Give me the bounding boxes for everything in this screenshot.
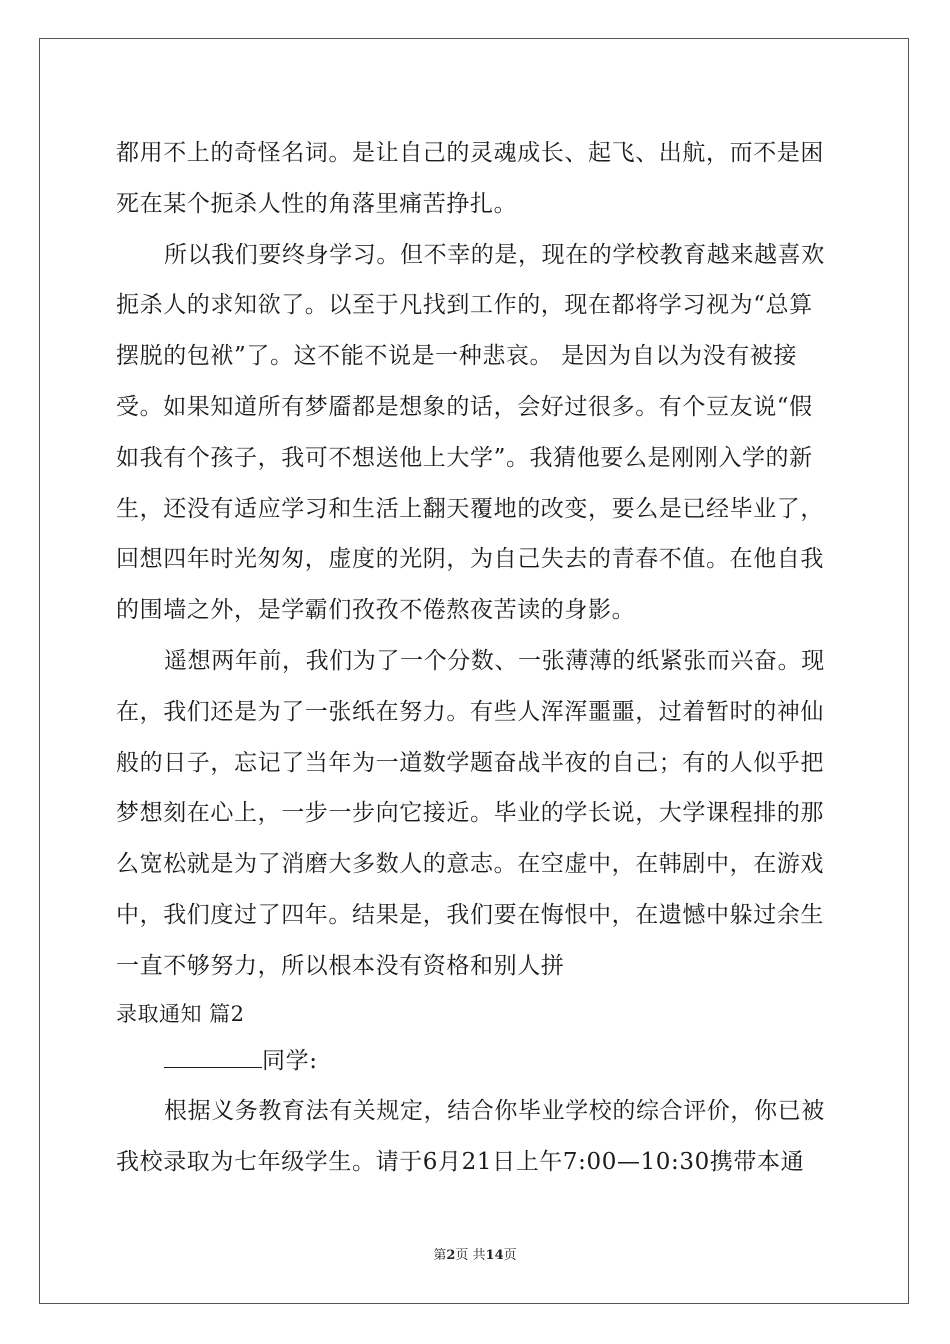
text-line: 死在某个扼杀人性的角落里痛苦挣扎。 (116, 190, 518, 217)
text-line: 一直不够努力，所以根本没有资格和别人拼 (116, 952, 565, 979)
salutation-line (116, 1036, 836, 1087)
text-line: 如我有个孩子，我可不想送他上大学”。我猜他要么是刚刚入学的新 (116, 444, 813, 471)
name-blank (164, 1049, 262, 1068)
paragraph-4 (116, 1086, 836, 1188)
footer-mid: 页 共 (455, 1248, 486, 1263)
text-line: 根据义务教育法有关规定，结合你毕业学校的综合评价，你已被 (164, 1098, 825, 1125)
text-line: 中，我们度过了四年。结果是，我们要在悔恨中，在遗憾中躲过余生 (116, 901, 824, 928)
text-line: 在，我们还是为了一张纸在努力。有些人浑浑噩噩，过着暂时的神仙 (116, 698, 824, 725)
text-line: 遥想两年前，我们为了一个分数、一张薄薄的纸紧张而兴奋。现 (164, 647, 825, 674)
paragraph-2 (116, 230, 836, 636)
text-line: 摆脱的包袱”了。这不能不说是一种悲哀。 是因为自以为没有被接 (116, 343, 798, 370)
current-page-number: 2 (446, 1248, 456, 1263)
total-pages-number: 14 (485, 1248, 504, 1263)
footer-suffix: 页 (503, 1248, 517, 1263)
text-line: 我校录取为七年级学生。请于6月21日上午7:00—10:30携带本通 (116, 1149, 805, 1176)
document-body (116, 128, 836, 1188)
text-line: 都用不上的奇怪名词。是让自己的灵魂成长、起飞、出航，而不是困 (116, 140, 824, 166)
text-line: 回想四年时光匆匆，虚度的光阴，为自己失去的青春不值。在他自我 (116, 546, 824, 573)
footer-prefix: 第 (433, 1248, 447, 1263)
text-line: 般的日子，忘记了当年为一道数学题奋战半夜的自己；有的人似乎把 (116, 749, 824, 776)
text-line: 生，还没有适应学习和生活上翻天覆地的改变，要么是已经毕业了， (116, 495, 824, 522)
salutation-text: 同学: (262, 1047, 318, 1074)
text-line: 所以我们要终身学习。但不幸的是，现在的学校教育越来越喜欢 (164, 241, 825, 268)
text-line: 的围墙之外，是学霸们孜孜不倦熬夜苦读的身影。 (116, 597, 636, 624)
text-line: 梦想刻在心上，一步一步向它接近。毕业的学长说，大学课程排的那 (116, 800, 824, 827)
paragraph-3 (116, 636, 836, 992)
page-footer (0, 1244, 950, 1263)
text-line: 受。如果知道所有梦靥都是想象的话，会好过很多。有个豆友说“假 (116, 393, 813, 420)
section-heading: 录取通知 篇2 (116, 1001, 245, 1026)
text-line: 么宽松就是为了消磨大多数人的意志。在空虚中，在韩剧中，在游戏 (116, 851, 824, 878)
paragraph-1 (116, 128, 836, 230)
text-line: 扼杀人的求知欲了。以至于凡找到工作的，现在都将学习视为“总算 (116, 292, 813, 319)
